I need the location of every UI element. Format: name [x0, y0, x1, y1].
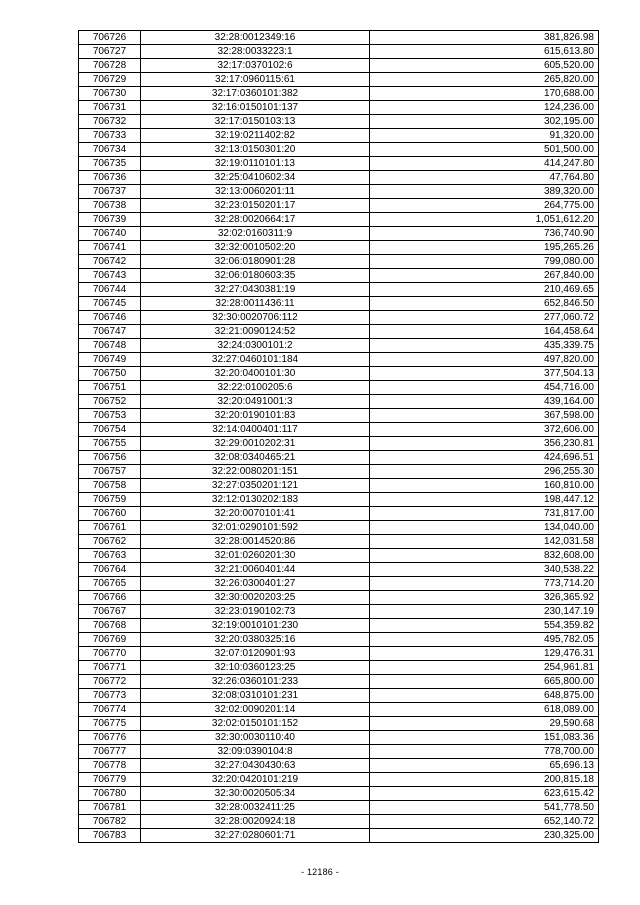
cadastral-number-cell: 32:28:0020924:18: [141, 815, 370, 829]
amount-cell: 652,140.72: [370, 815, 599, 829]
cadastral-number-cell: 32:12:0130202:183: [141, 493, 370, 507]
row-number-cell: 706737: [79, 185, 141, 199]
table-row: [79, 199, 599, 213]
table-row: [79, 717, 599, 731]
cadastral-number-cell: 32:14:0400401:117: [141, 423, 370, 437]
row-number-cell: 706760: [79, 507, 141, 521]
amount-cell: 367,598.00: [370, 409, 599, 423]
table-row: [79, 633, 599, 647]
table-row: [79, 73, 599, 87]
row-number-cell: 706740: [79, 227, 141, 241]
table-row: [79, 241, 599, 255]
row-number-cell: 706733: [79, 129, 141, 143]
cadastral-number-cell: 32:28:0032411:25: [141, 801, 370, 815]
amount-cell: 381,826.98: [370, 31, 599, 45]
cadastral-number-cell: 32:28:0014520:86: [141, 535, 370, 549]
amount-cell: 377,504.13: [370, 367, 599, 381]
row-number-cell: 706770: [79, 647, 141, 661]
table-row: [79, 591, 599, 605]
table-row: [79, 171, 599, 185]
table-row: [79, 731, 599, 745]
amount-cell: 91,320.00: [370, 129, 599, 143]
cadastral-number-cell: 32:20:0491001:3: [141, 395, 370, 409]
row-number-cell: 706742: [79, 255, 141, 269]
table-row: [79, 577, 599, 591]
row-number-cell: 706738: [79, 199, 141, 213]
cadastral-number-cell: 32:22:0100205:6: [141, 381, 370, 395]
row-number-cell: 706779: [79, 773, 141, 787]
row-number-cell: 706777: [79, 745, 141, 759]
amount-cell: 414,247.80: [370, 157, 599, 171]
amount-cell: 29,590.68: [370, 717, 599, 731]
amount-cell: 736,740.90: [370, 227, 599, 241]
table-row: [79, 409, 599, 423]
row-number-cell: 706771: [79, 661, 141, 675]
row-number-cell: 706776: [79, 731, 141, 745]
amount-cell: 264,775.00: [370, 199, 599, 213]
table-row: [79, 647, 599, 661]
cadastral-number-cell: 32:25:0410602:34: [141, 171, 370, 185]
table-row: [79, 353, 599, 367]
table-row: [79, 549, 599, 563]
row-number-cell: 706759: [79, 493, 141, 507]
row-number-cell: 706726: [79, 31, 141, 45]
amount-cell: 731,817.00: [370, 507, 599, 521]
table-row: [79, 423, 599, 437]
row-number-cell: 706752: [79, 395, 141, 409]
amount-cell: 195,265.26: [370, 241, 599, 255]
amount-cell: 439,164.00: [370, 395, 599, 409]
amount-cell: 665,800.00: [370, 675, 599, 689]
amount-cell: 554,359.82: [370, 619, 599, 633]
amount-cell: 65,696.13: [370, 759, 599, 773]
cadastral-number-cell: 32:27:0280601:71: [141, 829, 370, 843]
cadastral-number-cell: 32:32:0010502:20: [141, 241, 370, 255]
amount-cell: 389,320.00: [370, 185, 599, 199]
row-number-cell: 706747: [79, 325, 141, 339]
cadastral-number-cell: 32:06:0180901:28: [141, 255, 370, 269]
cadastral-number-cell: 32:28:0011436:11: [141, 297, 370, 311]
row-number-cell: 706761: [79, 521, 141, 535]
table-row: [79, 115, 599, 129]
table-row: [79, 157, 599, 171]
row-number-cell: 706783: [79, 829, 141, 843]
cadastral-number-cell: 32:10:0360123:25: [141, 661, 370, 675]
document-page: [78, 30, 598, 843]
row-number-cell: 706774: [79, 703, 141, 717]
amount-cell: 164,458.64: [370, 325, 599, 339]
amount-cell: 142,031.58: [370, 535, 599, 549]
table-row: [79, 521, 599, 535]
table-row: [79, 59, 599, 73]
row-number-cell: 706765: [79, 577, 141, 591]
amount-cell: 151,083.36: [370, 731, 599, 745]
amount-cell: 778,700.00: [370, 745, 599, 759]
property-table: [78, 30, 599, 843]
table-row: [79, 451, 599, 465]
table-row: [79, 311, 599, 325]
table-row: [79, 283, 599, 297]
cadastral-number-cell: 32:21:0090124:52: [141, 325, 370, 339]
row-number-cell: 706782: [79, 815, 141, 829]
cadastral-number-cell: 32:20:0420101:219: [141, 773, 370, 787]
cadastral-number-cell: 32:20:0380325:16: [141, 633, 370, 647]
table-row: [79, 479, 599, 493]
cadastral-number-cell: 32:21:0060401:44: [141, 563, 370, 577]
cadastral-number-cell: 32:30:0020706:112: [141, 311, 370, 325]
row-number-cell: 706778: [79, 759, 141, 773]
amount-cell: 652,846.50: [370, 297, 599, 311]
table-row: [79, 787, 599, 801]
cadastral-number-cell: 32:09:0390104:8: [141, 745, 370, 759]
table-row: [79, 367, 599, 381]
amount-cell: 623,615.42: [370, 787, 599, 801]
amount-cell: 501,500.00: [370, 143, 599, 157]
amount-cell: 254,961.81: [370, 661, 599, 675]
table-row: [79, 269, 599, 283]
table-row: [79, 437, 599, 451]
row-number-cell: 706731: [79, 101, 141, 115]
row-number-cell: 706753: [79, 409, 141, 423]
row-number-cell: 706728: [79, 59, 141, 73]
table-row: [79, 465, 599, 479]
amount-cell: 170,688.00: [370, 87, 599, 101]
cadastral-number-cell: 32:01:0260201:30: [141, 549, 370, 563]
row-number-cell: 706748: [79, 339, 141, 353]
amount-cell: 47,764.80: [370, 171, 599, 185]
table-row: [79, 381, 599, 395]
table-row: [79, 661, 599, 675]
row-number-cell: 706746: [79, 311, 141, 325]
cadastral-number-cell: 32:28:0020664:17: [141, 213, 370, 227]
amount-cell: 372,606.00: [370, 423, 599, 437]
cadastral-number-cell: 32:17:0150103:13: [141, 115, 370, 129]
row-number-cell: 706729: [79, 73, 141, 87]
amount-cell: 615,613.80: [370, 45, 599, 59]
cadastral-number-cell: 32:26:0300401:27: [141, 577, 370, 591]
amount-cell: 454,716.00: [370, 381, 599, 395]
row-number-cell: 706736: [79, 171, 141, 185]
table-row: [79, 325, 599, 339]
amount-cell: 265,820.00: [370, 73, 599, 87]
cadastral-number-cell: 32:08:0340465:21: [141, 451, 370, 465]
row-number-cell: 706750: [79, 367, 141, 381]
table-row: [79, 689, 599, 703]
cadastral-number-cell: 32:28:0012349:16: [141, 31, 370, 45]
row-number-cell: 706767: [79, 605, 141, 619]
row-number-cell: 706732: [79, 115, 141, 129]
table-row: [79, 143, 599, 157]
row-number-cell: 706735: [79, 157, 141, 171]
row-number-cell: 706769: [79, 633, 141, 647]
row-number-cell: 706775: [79, 717, 141, 731]
row-number-cell: 706768: [79, 619, 141, 633]
amount-cell: 832,608.00: [370, 549, 599, 563]
amount-cell: 495,782.05: [370, 633, 599, 647]
amount-cell: 134,040.00: [370, 521, 599, 535]
amount-cell: 230,325.00: [370, 829, 599, 843]
amount-cell: 648,875.00: [370, 689, 599, 703]
row-number-cell: 706781: [79, 801, 141, 815]
cadastral-number-cell: 32:30:0030110:40: [141, 731, 370, 745]
row-number-cell: 706764: [79, 563, 141, 577]
amount-cell: 497,820.00: [370, 353, 599, 367]
row-number-cell: 706763: [79, 549, 141, 563]
table-row: [79, 815, 599, 829]
cadastral-number-cell: 32:02:0160311:9: [141, 227, 370, 241]
row-number-cell: 706751: [79, 381, 141, 395]
cadastral-number-cell: 32:02:0150101:152: [141, 717, 370, 731]
table-row: [79, 101, 599, 115]
cadastral-number-cell: 32:30:0020505:34: [141, 787, 370, 801]
amount-cell: 198,447.12: [370, 493, 599, 507]
cadastral-number-cell: 32:23:0150201:17: [141, 199, 370, 213]
row-number-cell: 706780: [79, 787, 141, 801]
cadastral-number-cell: 32:29:0010202:31: [141, 437, 370, 451]
row-number-cell: 706766: [79, 591, 141, 605]
cadastral-number-cell: 32:16:0150101:137: [141, 101, 370, 115]
cadastral-number-cell: 32:27:0430381:19: [141, 283, 370, 297]
cadastral-number-cell: 32:17:0370102:6: [141, 59, 370, 73]
table-row: [79, 395, 599, 409]
table-row: [79, 703, 599, 717]
row-number-cell: 706734: [79, 143, 141, 157]
cadastral-number-cell: 32:17:0960115:61: [141, 73, 370, 87]
table-row: [79, 605, 599, 619]
amount-cell: 424,696.51: [370, 451, 599, 465]
cadastral-number-cell: 32:06:0180603:35: [141, 269, 370, 283]
cadastral-number-cell: 32:02:0090201:14: [141, 703, 370, 717]
amount-cell: 541,778.50: [370, 801, 599, 815]
amount-cell: 799,080.00: [370, 255, 599, 269]
cadastral-number-cell: 32:26:0360101:233: [141, 675, 370, 689]
amount-cell: 277,060.72: [370, 311, 599, 325]
amount-cell: 773,714.20: [370, 577, 599, 591]
amount-cell: 230,147.19: [370, 605, 599, 619]
table-row: [79, 507, 599, 521]
row-number-cell: 706757: [79, 465, 141, 479]
cadastral-number-cell: 32:07:0120901:93: [141, 647, 370, 661]
cadastral-number-cell: 32:08:0310101:231: [141, 689, 370, 703]
table-row: [79, 31, 599, 45]
table-row: [79, 87, 599, 101]
row-number-cell: 706745: [79, 297, 141, 311]
table-row: [79, 129, 599, 143]
cadastral-number-cell: 32:17:0360101:382: [141, 87, 370, 101]
row-number-cell: 706762: [79, 535, 141, 549]
table-row: [79, 801, 599, 815]
table-row: [79, 563, 599, 577]
table-body: [79, 31, 599, 843]
table-row: [79, 619, 599, 633]
row-number-cell: 706756: [79, 451, 141, 465]
page-number: - 12186 -: [301, 867, 339, 877]
table-row: [79, 675, 599, 689]
row-number-cell: 706730: [79, 87, 141, 101]
cadastral-number-cell: 32:20:0190101:83: [141, 409, 370, 423]
table-row: [79, 829, 599, 843]
table-row: [79, 745, 599, 759]
table-row: [79, 227, 599, 241]
cadastral-number-cell: 32:22:0080201:151: [141, 465, 370, 479]
cadastral-number-cell: 32:19:0110101:13: [141, 157, 370, 171]
cadastral-number-cell: 32:13:0060201:11: [141, 185, 370, 199]
table-row: [79, 773, 599, 787]
table-row: [79, 535, 599, 549]
amount-cell: 618,089.00: [370, 703, 599, 717]
cadastral-number-cell: 32:24:0300101:2: [141, 339, 370, 353]
table-row: [79, 45, 599, 59]
amount-cell: 296,255.30: [370, 465, 599, 479]
cadastral-number-cell: 32:20:0070101:41: [141, 507, 370, 521]
table-row: [79, 339, 599, 353]
amount-cell: 340,538.22: [370, 563, 599, 577]
cadastral-number-cell: 32:01:0290101:592: [141, 521, 370, 535]
row-number-cell: 706758: [79, 479, 141, 493]
cadastral-number-cell: 32:19:0211402:82: [141, 129, 370, 143]
row-number-cell: 706744: [79, 283, 141, 297]
amount-cell: 124,236.00: [370, 101, 599, 115]
row-number-cell: 706754: [79, 423, 141, 437]
cadastral-number-cell: 32:23:0190102:73: [141, 605, 370, 619]
cadastral-number-cell: 32:19:0010101:230: [141, 619, 370, 633]
table-row: [79, 185, 599, 199]
row-number-cell: 706772: [79, 675, 141, 689]
amount-cell: 160,810.00: [370, 479, 599, 493]
cadastral-number-cell: 32:30:0020203:25: [141, 591, 370, 605]
amount-cell: 1,051,612.20: [370, 213, 599, 227]
row-number-cell: 706727: [79, 45, 141, 59]
amount-cell: 435,339.75: [370, 339, 599, 353]
cadastral-number-cell: 32:20:0400101:30: [141, 367, 370, 381]
row-number-cell: 706749: [79, 353, 141, 367]
amount-cell: 210,469.65: [370, 283, 599, 297]
cadastral-number-cell: 32:27:0350201:121: [141, 479, 370, 493]
table-row: [79, 213, 599, 227]
cadastral-number-cell: 32:13:0150301:20: [141, 143, 370, 157]
table-row: [79, 493, 599, 507]
amount-cell: 605,520.00: [370, 59, 599, 73]
amount-cell: 356,230.81: [370, 437, 599, 451]
cadastral-number-cell: 32:28:0033223:1: [141, 45, 370, 59]
cadastral-number-cell: 32:27:0430430:63: [141, 759, 370, 773]
amount-cell: 326,365.92: [370, 591, 599, 605]
table-row: [79, 255, 599, 269]
cadastral-number-cell: 32:27:0460101:184: [141, 353, 370, 367]
row-number-cell: 706739: [79, 213, 141, 227]
amount-cell: 129,476.31: [370, 647, 599, 661]
table-row: [79, 759, 599, 773]
row-number-cell: 706741: [79, 241, 141, 255]
row-number-cell: 706773: [79, 689, 141, 703]
row-number-cell: 706743: [79, 269, 141, 283]
table-row: [79, 297, 599, 311]
row-number-cell: 706755: [79, 437, 141, 451]
amount-cell: 302,195.00: [370, 115, 599, 129]
amount-cell: 267,840.00: [370, 269, 599, 283]
amount-cell: 200,815.18: [370, 773, 599, 787]
